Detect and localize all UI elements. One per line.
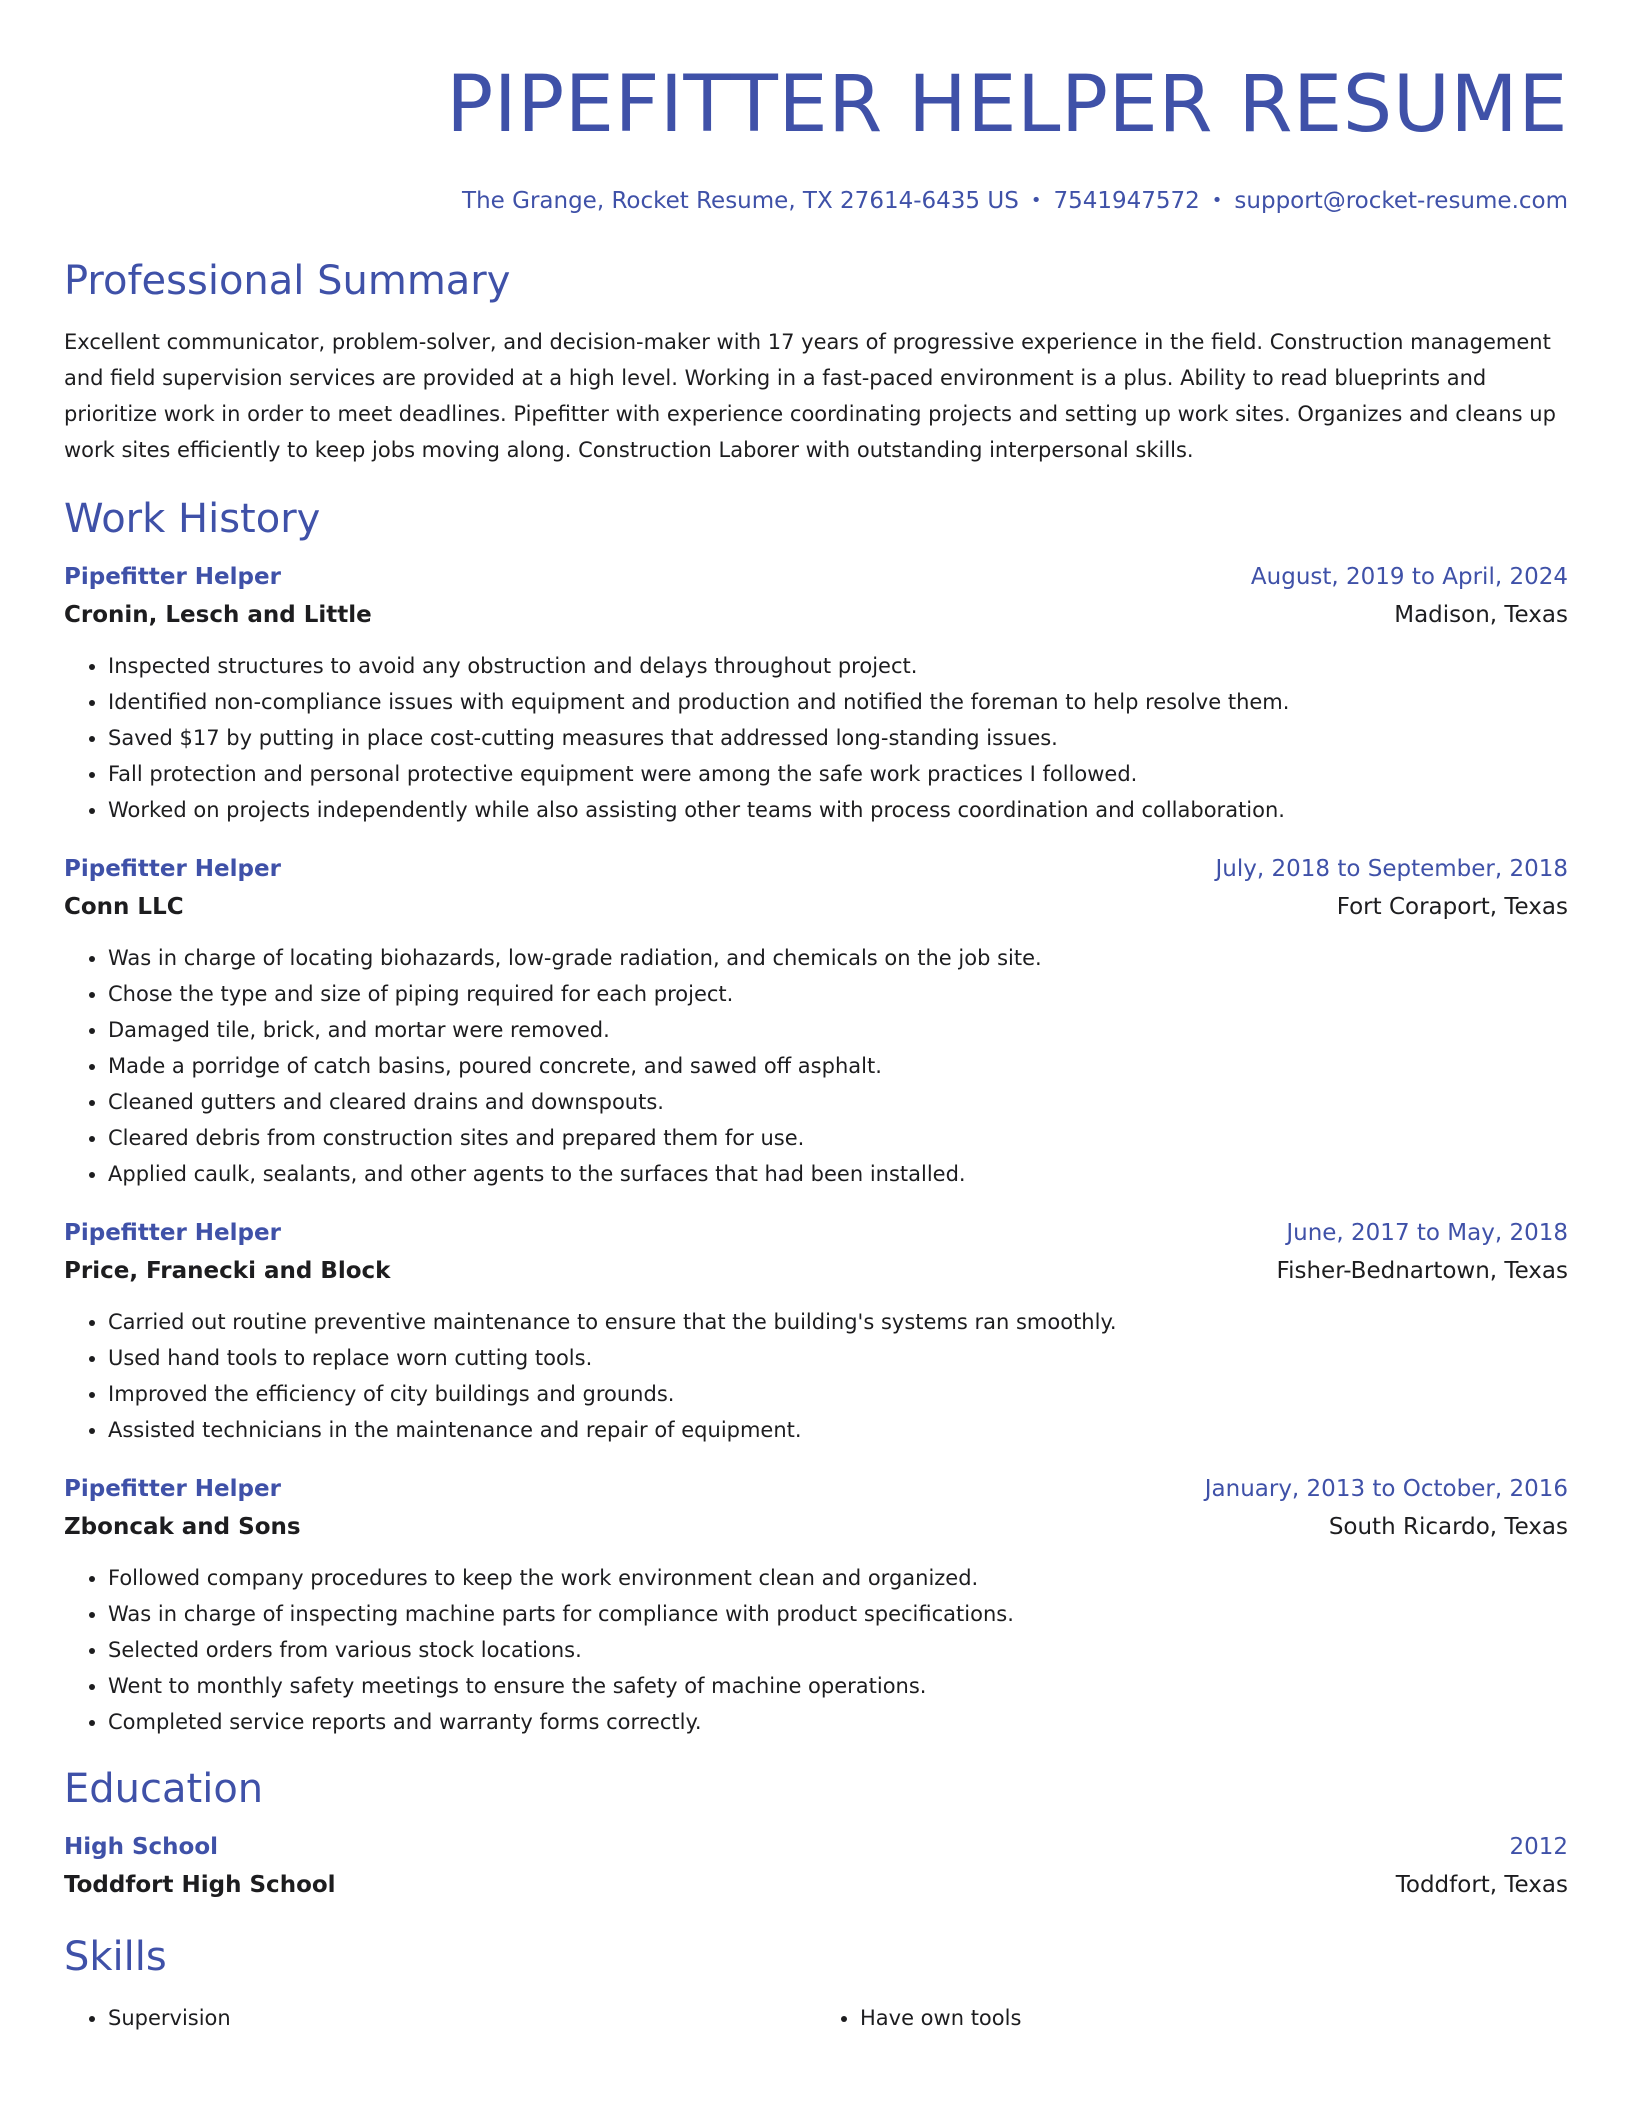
list-item: • Identified non-compliance issues with equipment and production and notified the foreman to help resolve them. [108,684,1568,720]
job-entry [64,850,1568,1192]
list-item: • Was in charge of inspecting machine parts for compliance with product specifications. [108,1596,1568,1632]
education-entry [64,1828,1568,1904]
job-title: Pipefitter Helper [64,1220,281,1246]
job-location: Fort Coraport, Texas [1336,894,1568,920]
list-item: • Saved $17 by putting in place cost-cutting measures that addressed long-standing issues. [108,720,1568,756]
list-item: • Inspected structures to avoid any obstruction and delays throughout project. [108,648,1568,684]
skill-item: • Have own tools [860,2000,1568,2036]
list-item: • Made a porridge of catch basins, poured concrete, and sawed off asphalt. [108,1048,1568,1084]
job-title: Pipefitter Helper [64,1476,281,1502]
job-bullets [64,1304,1568,1448]
list-item: • Carried out routine preventive maintenance to ensure that the building's systems ran smoothly. [108,1304,1568,1340]
list-item: • Damaged tile, brick, and mortar were removed. [108,1012,1568,1048]
list-item: • Applied caulk, sealants, and other agents to the surfaces that had been installed. [108,1156,1568,1192]
contact-line [64,186,1568,218]
job-company: Price, Franecki and Block [64,1258,391,1284]
list-item: • Cleaned gutters and cleared drains and downspouts. [108,1084,1568,1120]
education-location: Toddfort, Texas [1395,1872,1568,1898]
job-company: Conn LLC [64,894,184,920]
section-heading-work: Work History [64,496,321,542]
bullet-separator: • [1030,190,1042,211]
skills-column-right [816,2000,1568,2036]
bullet-separator: • [1211,190,1223,211]
job-company: Zboncak and Sons [64,1514,301,1540]
contact-email: support@rocket-resume.com [1234,188,1568,214]
job-dates: January, 2013 to October, 2016 [1204,1476,1568,1502]
skills-column-left [64,2000,816,2036]
job-dates: June, 2017 to May, 2018 [1286,1220,1568,1246]
job-bullets [64,940,1568,1192]
list-item: • Used hand tools to replace worn cutting tools. [108,1340,1568,1376]
list-item: • Worked on projects independently while also assisting other teams with process coordination and collaboration. [108,792,1568,828]
job-location: Fisher-Bednartown, Texas [1276,1258,1568,1284]
list-item: • Assisted technicians in the maintenance and repair of equipment. [108,1412,1568,1448]
job-bullets [64,1560,1568,1740]
job-title: Pipefitter Helper [64,856,281,882]
list-item: • Cleared debris from construction sites and prepared them for use. [108,1120,1568,1156]
list-item: • Chose the type and size of piping required for each project. [108,976,1568,1012]
list-item: • Selected orders from various stock locations. [108,1632,1568,1668]
job-location: South Ricardo, Texas [1328,1514,1568,1540]
summary-text: Excellent communicator, problem-solver, and decision-maker with 17 years of progressive experience in the field. Construction management and field supervision services are provided at a high level. Working in a fast-paced environment is a plus. Ability to read blueprints and prioritize work in order to meet deadlines. Pipefitter with experience coordinating projects and setting up work sites. Organizes and cleans up work sites efficiently to keep jobs moving along. Construction Laborer with outstanding interpersonal skills. [64,330,1556,462]
job-entry [64,1214,1568,1448]
work-history-list [64,558,1568,1740]
list-item: • Fall protection and personal protective equipment were among the safe work practices I followed. [108,756,1568,792]
contact-phone: 7541947572 [1053,188,1200,214]
job-bullets [64,648,1568,828]
education-school: Toddfort High School [64,1872,336,1898]
list-item: • Improved the efficiency of city buildings and grounds. [108,1376,1568,1412]
education-degree: High School [64,1834,219,1860]
list-item: • Was in charge of locating biohazards, low-grade radiation, and chemicals on the job site. [108,940,1568,976]
section-heading-skills: Skills [64,1934,167,1980]
contact-address: The Grange, Rocket Resume, TX 27614-6435 US [462,188,1019,214]
list-item: • Went to monthly safety meetings to ensure the safety of machine operations. [108,1668,1568,1704]
education-year: 2012 [1509,1834,1568,1860]
job-entry [64,558,1568,828]
list-item: • Completed service reports and warranty forms correctly. [108,1704,1568,1740]
job-entry [64,1470,1568,1740]
skill-item: • Supervision [108,2000,816,2036]
job-location: Madison, Texas [1394,602,1568,628]
job-company: Cronin, Lesch and Little [64,602,372,628]
job-dates: August, 2019 to April, 2024 [1250,564,1568,590]
job-title: Pipefitter Helper [64,564,281,590]
job-dates: July, 2018 to September, 2018 [1215,856,1568,882]
section-heading-education: Education [64,1766,264,1812]
list-item: • Followed company procedures to keep the work environment clean and organized. [108,1560,1568,1596]
resume-title: PIPEFITTER HELPER RESUME [446,60,1568,150]
skills-list [64,2000,1568,2036]
section-heading-summary: Professional Summary [64,258,511,304]
